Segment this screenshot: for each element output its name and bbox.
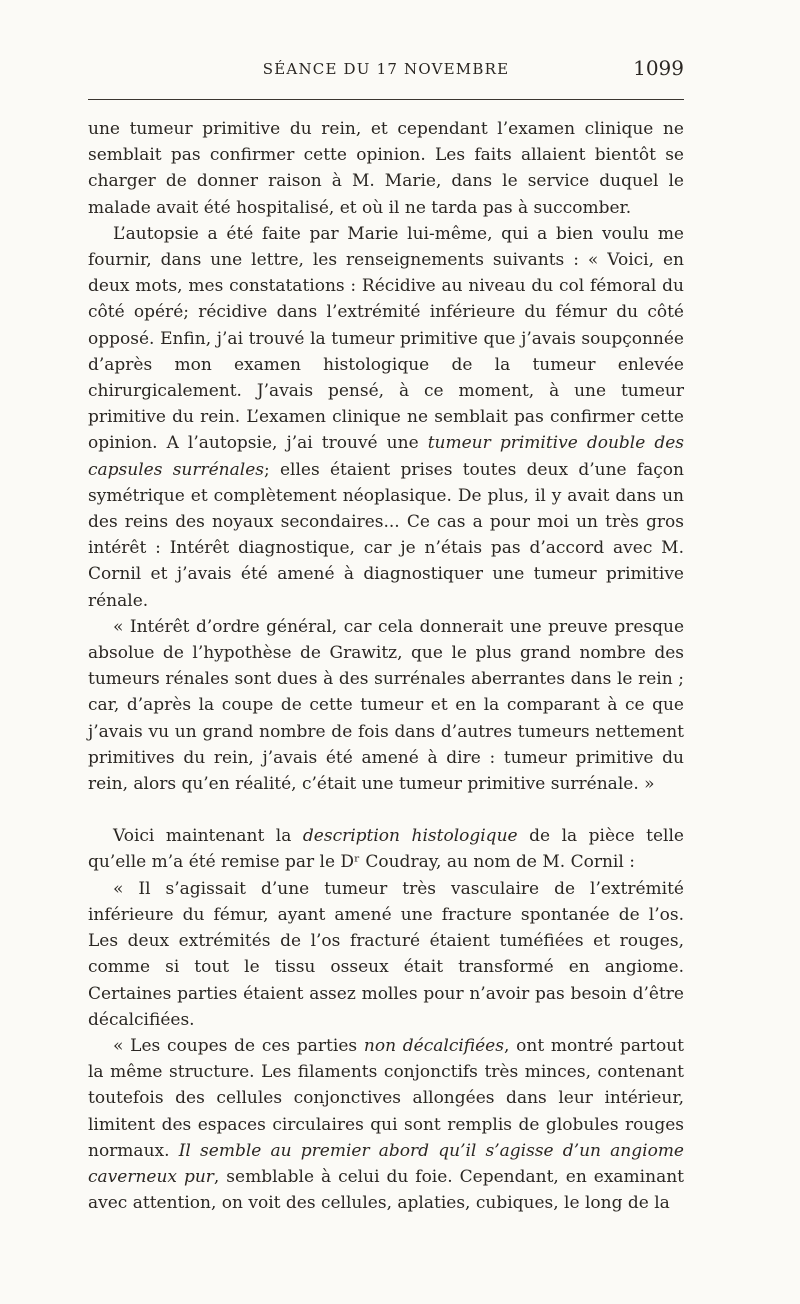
paragraph [88, 876, 684, 1033]
text-run: « Intérêt d’ordre général, car cela donnerait une preuve presque absolue de l’hypothèse de Grawitz, que le plus grand nombre des tumeurs rénales sont dues à des surrénales aberrantes dans le rein ; car, d’après la coupe de cette tumeur et en la comparant à ce que j’avais vu un grand nombre de fois dans d’autres tumeurs nettement primitives du rein, j’avais été amené à dire : tumeur primitive du rein, alors qu’en réalité, c’était une tumeur primitive surrénale. » [88, 616, 684, 795]
paragraph [88, 823, 684, 875]
italic-text: description histologique [302, 826, 518, 847]
page-number: 1099 [633, 56, 684, 80]
text-run: « Il s’agissait d’une tumeur très vasculaire de l’extrémité inférieure du fémur, ayant amené une fracture spontanée de l’os. Les deux extrémités de l’os fracturé étaient tuméfiées et rouges, comme si tout le tissu osseux était transformé en angiome. Certaines parties étaient assez molles pour n’avoir pas besoin d’être décalcifiées. [88, 878, 684, 1030]
text-run: Voici maintenant la [113, 826, 303, 847]
text-run: une tumeur primitive du rein, et cependant l’examen clinique ne semblait pas confirmer cette opinion. Les faits allaient bientôt se charger de donner raison à M. Marie, dans le service duquel le malade avait été hospitalisé, et où il ne tarda pas à succomber. [88, 119, 684, 218]
text-run: L’autopsie a été faite par Marie lui-même, qui a bien voulu me fournir, dans une lettre, les renseignements suivants : « Voici, en deux mots, mes constatations : Récidive au niveau du col fémoral du côté opéré; récidive dans l’extrémité inférieure du fémur du côté opposé. Enfin, j’ai trouvé la tumeur primitive que j’avais soupçonnée d’après mon examen histologique de la tumeur enlevée chirurgicalement. J’avais pensé, à ce moment, à une tumeur primitive du rein. L’examen clinique ne semblait pas confirmer cette opinion. A l’autopsie, j’ai trouvé une [88, 223, 684, 454]
italic-text: non décalcifiées [363, 1035, 504, 1056]
body-text [88, 116, 684, 1216]
paragraph [88, 614, 684, 797]
header-title: SÉANCE DU 17 NOVEMBRE [262, 60, 510, 78]
paragraph [88, 221, 684, 614]
italic-text: Il semble au premier abord qu’il s’agisse d’un angiome caverneux pur [88, 1140, 684, 1187]
running-header [88, 56, 684, 86]
paragraph [88, 116, 684, 221]
section-gap [88, 797, 684, 823]
text-run: , ont montré partout la même structure. Les filaments conjonctifs très minces, contenant toutefois des cellules conjonctives allongées dans leur intérieur, limitent des espaces circulaires qui sont remplis de globules rouges normaux. [88, 1035, 684, 1161]
text-run: ; elles étaient prises toutes deux d’une façon symétrique et complètement néoplasique. De plus, il y avait dans un des reins des noyaux secondaires... Ce cas a pour moi un très gros intérêt : Intérêt diagnostique, car je n’étais pas d’accord avec M. Cornil et j’avais été amené à diagnostiquer une tumeur primitive rénale. [88, 459, 684, 611]
italic-text: tumeur primitive double des capsules surrénales [88, 433, 684, 480]
text-run: de la pièce telle qu’elle m’a été remise par le Dʳ Coudray, au nom de M. Cornil : [88, 826, 684, 873]
text-run: « Les coupes de ces parties [113, 1035, 364, 1056]
paragraph [88, 1033, 684, 1216]
header-rule [88, 99, 684, 100]
text-run: , semblable à celui du foie. Cependant, en examinant avec attention, on voit des cellules, aplaties, cubiques, le long de la [88, 1166, 684, 1214]
